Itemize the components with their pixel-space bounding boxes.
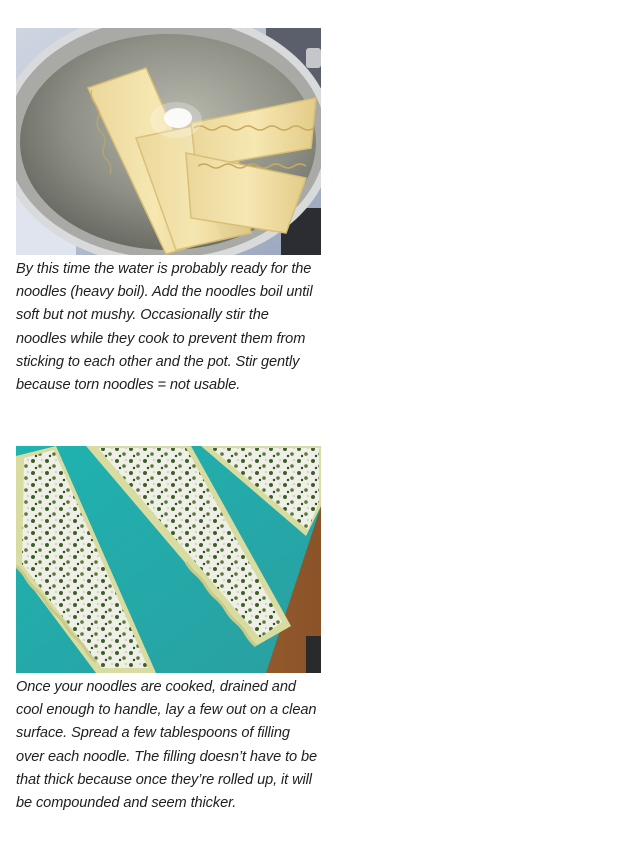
recipe-step-1 [16, 28, 321, 397]
recipe-step-2 [16, 446, 321, 815]
filled-noodles-photo [16, 446, 321, 673]
step-1-caption: By this time the water is probably ready for the noodles (heavy boil). Add the noodles boil until soft but not mushy. Occasionally stir the noodles while they cook to prevent them from sticking to each other and the pot. Stir gently because torn noodles = not usable. [16, 261, 313, 394]
boiling-noodles-photo [16, 28, 321, 255]
step-2-caption: Once your noodles are cooked, drained and cool enough to handle, lay a few out on a clean surface. Spread a few tablespoons of filling over each noodle. The filling doesn’t have to be that thick because once they’re rolled up, it will be compounded and seem thicker. [16, 679, 318, 812]
